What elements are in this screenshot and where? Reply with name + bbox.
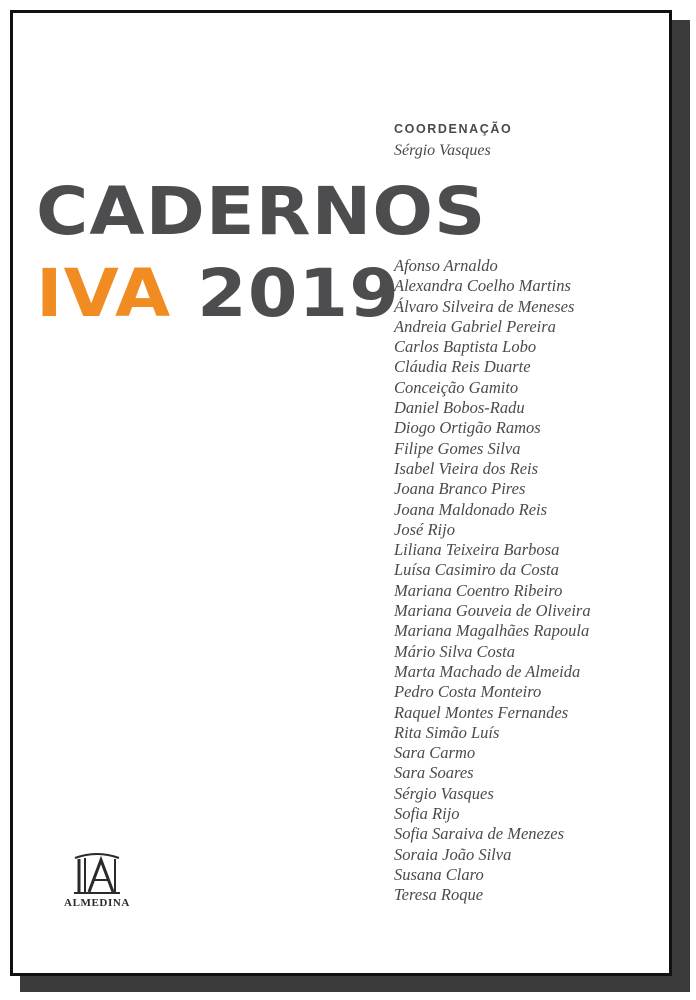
author-item: Filipe Gomes Silva [394,438,521,458]
author-list [394,256,591,906]
author-item: José Rijo [394,519,455,539]
publisher-logo [52,852,142,909]
coordination-label: COORDENAÇÃO [394,122,513,136]
author-item: Isabel Vieira dos Reis [394,458,539,478]
author-item: Liliana Teixeira Barbosa [394,540,560,560]
author-item: Pedro Costa Monteiro [394,682,542,702]
author-item: Luísa Casimiro da Costa [394,560,559,580]
author-item: Raquel Montes Fernandes [394,702,569,722]
title-line-1: CADERNOS [36,173,487,250]
author-item: Afonso Arnaldo [394,256,498,275]
author-item: Daniel Bobos-Radu [394,398,525,418]
author-item: Álvaro Silveira de Meneses [394,296,575,316]
author-item: Alexandra Coelho Martins [394,276,571,296]
author-item: Cláudia Reis Duarte [394,357,531,377]
author-item: Joana Branco Pires [394,479,526,499]
author-item: Diogo Ortigão Ramos [394,418,541,438]
author-item: Conceição Gamito [394,377,519,397]
title-series: IVA [36,255,172,332]
author-item: Mariana Gouveia de Oliveira [394,601,591,621]
author-item: Sofia Saraiva de Menezes [394,824,565,844]
author-item: Sérgio Vasques [394,783,494,803]
author-item: Sofia Rijo [394,804,460,824]
coordinator-name: Sérgio Vasques [394,142,491,159]
title-year: 2019 [197,255,400,332]
author-item: Mariana Magalhães Rapoula [394,621,590,641]
author-item: Susana Claro [394,864,484,884]
publisher-name: ALMEDINA [64,897,130,909]
author-item: Carlos Baptista Lobo [394,337,537,357]
author-item: Sara Soares [394,763,474,783]
author-item: Andreia Gabriel Pereira [394,316,556,336]
author-item: Joana Maldonado Reis [394,499,548,519]
author-item: Mário Silva Costa [394,641,516,661]
author-item: Teresa Roque [394,885,484,905]
author-item: Sara Carmo [394,743,476,763]
author-item: Mariana Coentro Ribeiro [394,580,563,600]
author-item: Rita Simão Luís [394,722,500,742]
author-item: Soraia João Silva [394,844,512,864]
almedina-logo-icon [71,852,123,896]
author-item: Marta Machado de Almeida [394,661,581,681]
title-line-2 [36,254,400,334]
